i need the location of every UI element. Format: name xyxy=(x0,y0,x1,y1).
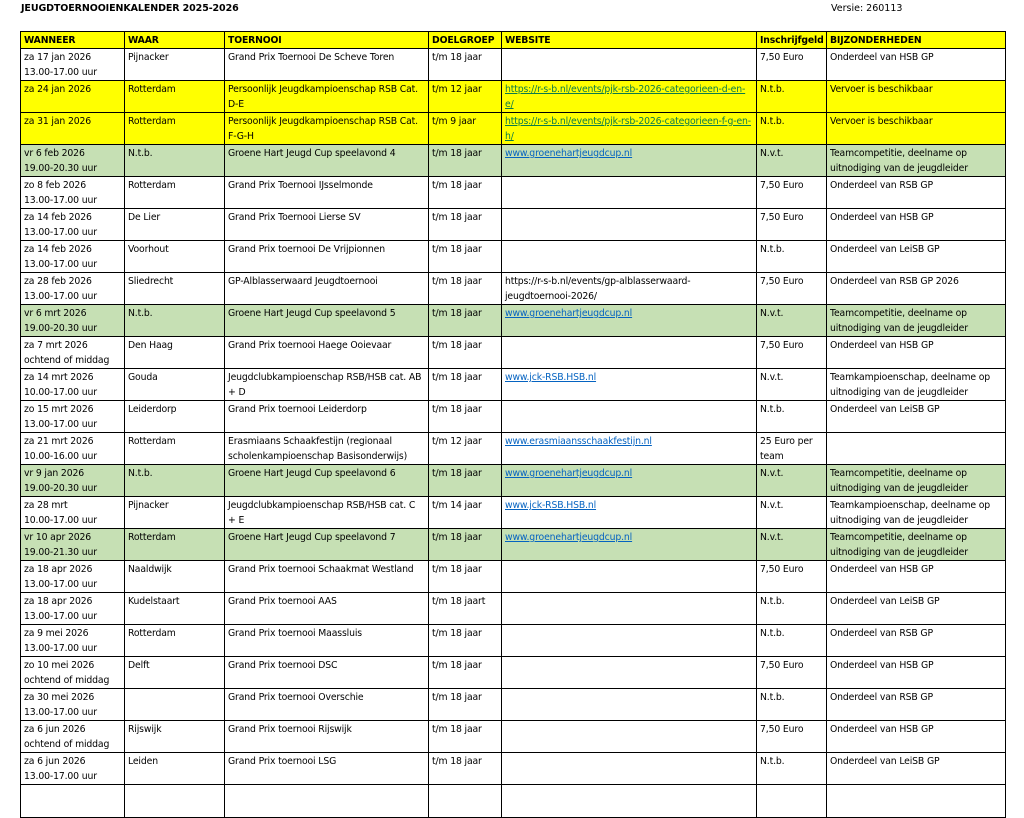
cell-wanneer[interactable] xyxy=(21,753,125,785)
cell-doelgroep[interactable]: t/m 18 jaar xyxy=(429,209,502,241)
website-link[interactable]: www.groenehartjeugdcup.nl xyxy=(505,308,633,319)
website-link[interactable]: www.groenehartjeugdcup.nl xyxy=(505,532,633,543)
cell-doelgroep[interactable]: t/m 18 jaar xyxy=(429,721,502,753)
cell-inschrijfgeld[interactable]: N.t.b. xyxy=(757,401,827,433)
cell-waar[interactable]: Den Haag xyxy=(125,337,225,369)
cell-toernooi[interactable]: Groene Hart Jeugd Cup speelavond 4 xyxy=(225,145,429,177)
time-text: 13.00-17.00 uur xyxy=(24,611,97,622)
date-text: vr 9 jan 2026 xyxy=(24,468,84,479)
cell-wanneer[interactable] xyxy=(21,689,125,721)
time-text: 13.00-17.00 uur xyxy=(24,419,97,430)
cell-toernooi[interactable]: Grand Prix toernooi Overschie xyxy=(225,689,429,721)
cell-bijzonderheden[interactable]: Onderdeel van LeiSB GP xyxy=(827,241,1006,273)
cell-wanneer[interactable] xyxy=(21,721,125,753)
cell-waar[interactable]: Leiderdorp xyxy=(125,401,225,433)
website-link[interactable]: www.groenehartjeugdcup.nl xyxy=(505,468,633,479)
cell-bijzonderheden[interactable]: Onderdeel van HSB GP xyxy=(827,49,1006,81)
cell-waar[interactable]: Pijnacker xyxy=(125,49,225,81)
cell-wanneer[interactable] xyxy=(21,561,125,593)
cell-toernooi[interactable]: Grand Prix Toernooi De Scheve Toren xyxy=(225,49,429,81)
table-row xyxy=(21,337,1006,369)
cell-toernooi[interactable]: Grand Prix toernooi AAS xyxy=(225,593,429,625)
cell-inschrijfgeld[interactable]: 7,50 Euro xyxy=(757,337,827,369)
cell-website[interactable] xyxy=(502,689,757,721)
cell-doelgroep[interactable]: t/m 18 jaar xyxy=(429,625,502,657)
date-text: za 24 jan 2026 xyxy=(24,84,92,95)
cell-inschrijfgeld[interactable]: N.t.b. xyxy=(757,81,827,113)
table-row xyxy=(21,81,1006,113)
cell-bijzonderheden[interactable] xyxy=(827,433,1006,465)
cell-toernooi[interactable]: Persoonlijk Jeugdkampioenschap RSB Cat. F-G-H xyxy=(225,113,429,145)
cell-website[interactable] xyxy=(502,113,757,145)
cell-website[interactable] xyxy=(502,81,757,113)
version-label: Versie: 260113 xyxy=(831,3,903,14)
time-text: 19.00-20.30 uur xyxy=(24,323,97,334)
time-text: 13.00-17.00 uur xyxy=(24,67,97,78)
table-row xyxy=(21,433,1006,465)
cell-doelgroep[interactable]: t/m 18 jaar xyxy=(429,241,502,273)
cell-bijzonderheden[interactable]: Onderdeel van HSB GP xyxy=(827,209,1006,241)
cell-waar[interactable]: N.t.b. xyxy=(125,465,225,497)
cell-toernooi[interactable]: Grand Prix toernooi Schaakmat Westland xyxy=(225,561,429,593)
time-text: 19.00-20.30 uur xyxy=(24,163,97,174)
cell-website[interactable] xyxy=(502,49,757,81)
cell-wanneer[interactable] xyxy=(21,625,125,657)
cell-toernooi[interactable]: Grand Prix toernooi LSG xyxy=(225,753,429,785)
cell-bijzonderheden[interactable]: Teamcompetitie, deelname op uitnodiging van de jeugdleider xyxy=(827,145,1006,177)
table-row xyxy=(21,561,1006,593)
empty-cell[interactable] xyxy=(757,785,827,818)
cell-bijzonderheden[interactable]: Onderdeel van HSB GP xyxy=(827,657,1006,689)
table-row xyxy=(21,49,1006,81)
cell-waar[interactable]: N.t.b. xyxy=(125,145,225,177)
table-row xyxy=(21,305,1006,337)
cell-toernooi[interactable]: Groene Hart Jeugd Cup speelavond 6 xyxy=(225,465,429,497)
date-text: za 31 jan 2026 xyxy=(24,116,92,127)
column-header-toernooi: TOERNOOI xyxy=(225,32,429,49)
cell-bijzonderheden[interactable]: Onderdeel van HSB GP xyxy=(827,721,1006,753)
cell-wanneer[interactable] xyxy=(21,145,125,177)
cell-inschrijfgeld[interactable]: N.v.t. xyxy=(757,465,827,497)
date-text: za 14 feb 2026 xyxy=(24,212,92,223)
cell-inschrijfgeld[interactable]: N.t.b. xyxy=(757,625,827,657)
cell-website[interactable] xyxy=(502,337,757,369)
cell-website[interactable] xyxy=(502,305,757,337)
cell-bijzonderheden[interactable]: Teamcompetitie, deelname op uitnodiging van de jeugdleider xyxy=(827,529,1006,561)
cell-waar[interactable]: Kudelstaart xyxy=(125,593,225,625)
cell-wanneer[interactable] xyxy=(21,337,125,369)
cell-bijzonderheden[interactable]: Teamkampioenschap, deelname op uitnodiging van de jeugdleider xyxy=(827,369,1006,401)
cell-waar[interactable]: Rotterdam xyxy=(125,113,225,145)
cell-inschrijfgeld[interactable]: 7,50 Euro xyxy=(757,721,827,753)
time-text: 19.00-20.30 uur xyxy=(24,483,97,494)
table-row xyxy=(21,369,1006,401)
cell-inschrijfgeld[interactable]: N.v.t. xyxy=(757,497,827,529)
empty-cell[interactable] xyxy=(827,785,1006,818)
cell-doelgroep[interactable]: t/m 18 jaar xyxy=(429,49,502,81)
table-row xyxy=(21,145,1006,177)
table-row xyxy=(21,113,1006,145)
date-text: za 17 jan 2026 xyxy=(24,52,92,63)
time-text: 13.00-17.00 uur xyxy=(24,707,97,718)
time-text: 10.00-17.00 uur xyxy=(24,515,97,526)
cell-doelgroep[interactable]: t/m 18 jaar xyxy=(429,305,502,337)
time-text: 13.00-17.00 uur xyxy=(24,643,97,654)
table-row xyxy=(21,401,1006,433)
cell-waar[interactable]: Rotterdam xyxy=(125,81,225,113)
cell-website[interactable] xyxy=(502,561,757,593)
cell-waar[interactable]: Naaldwijk xyxy=(125,561,225,593)
cell-inschrijfgeld[interactable]: N.t.b. xyxy=(757,241,827,273)
cell-waar[interactable]: Sliedrecht xyxy=(125,273,225,305)
cell-wanneer[interactable] xyxy=(21,369,125,401)
date-text: za 28 feb 2026 xyxy=(24,276,92,287)
time-text: ochtend of middag xyxy=(24,739,110,750)
cell-wanneer[interactable] xyxy=(21,273,125,305)
date-text: za 18 apr 2026 xyxy=(24,564,93,575)
cell-doelgroep[interactable]: t/m 18 jaar xyxy=(429,337,502,369)
cell-website[interactable] xyxy=(502,593,757,625)
cell-website[interactable] xyxy=(502,465,757,497)
cell-website[interactable] xyxy=(502,145,757,177)
cell-waar[interactable]: Rotterdam xyxy=(125,529,225,561)
cell-bijzonderheden[interactable]: Onderdeel van LeiSB GP xyxy=(827,401,1006,433)
column-header-inschrijfgeld: Inschrijfgeld xyxy=(757,32,827,49)
cell-inschrijfgeld[interactable]: 7,50 Euro xyxy=(757,657,827,689)
cell-website[interactable] xyxy=(502,433,757,465)
cell-toernooi[interactable]: Persoonlijk Jeugdkampioenschap RSB Cat. D-E xyxy=(225,81,429,113)
date-text: vr 6 mrt 2026 xyxy=(24,308,87,319)
time-text: 13.00-17.00 uur xyxy=(24,291,97,302)
cell-toernooi[interactable]: Groene Hart Jeugd Cup speelavond 7 xyxy=(225,529,429,561)
table-row xyxy=(21,593,1006,625)
column-header-waar: WAAR xyxy=(125,32,225,49)
date-text: zo 15 mrt 2026 xyxy=(24,404,94,415)
cell-website[interactable] xyxy=(502,273,757,305)
cell-doelgroep[interactable]: t/m 18 jaar xyxy=(429,689,502,721)
cell-bijzonderheden[interactable]: Onderdeel van HSB GP xyxy=(827,561,1006,593)
cell-toernooi[interactable]: Grand Prix toernooi DSC xyxy=(225,657,429,689)
cell-doelgroep[interactable]: t/m 18 jaar xyxy=(429,529,502,561)
empty-cell[interactable] xyxy=(225,785,429,818)
table-row xyxy=(21,753,1006,785)
table-row xyxy=(21,529,1006,561)
empty-cell[interactable] xyxy=(502,785,757,818)
cell-doelgroep[interactable]: t/m 18 jaar xyxy=(429,561,502,593)
cell-wanneer[interactable] xyxy=(21,401,125,433)
date-text: za 7 mrt 2026 xyxy=(24,340,88,351)
website-link[interactable]: www.erasmiaansschaakfestijn.nl xyxy=(505,436,652,447)
cell-inschrijfgeld[interactable]: 7,50 Euro xyxy=(757,561,827,593)
tournament-calendar-table xyxy=(20,31,1006,818)
cell-wanneer[interactable] xyxy=(21,433,125,465)
time-text: 13.00-17.00 uur xyxy=(24,579,97,590)
website-link[interactable]: www.jck-RSB.HSB.nl xyxy=(505,500,597,511)
cell-doelgroep[interactable]: t/m 18 jaar xyxy=(429,657,502,689)
cell-inschrijfgeld[interactable]: N.t.b. xyxy=(757,689,827,721)
cell-website[interactable] xyxy=(502,401,757,433)
column-header-wanneer: WANNEER xyxy=(21,32,125,49)
cell-bijzonderheden[interactable]: Onderdeel van RSB GP 2026 xyxy=(827,273,1006,305)
cell-waar[interactable]: Pijnacker xyxy=(125,497,225,529)
time-text: 19.00-21.30 uur xyxy=(24,547,97,558)
table-row xyxy=(21,241,1006,273)
website-link[interactable]: www.jck-RSB.HSB.nl xyxy=(505,372,597,383)
date-text: za 6 jun 2026 xyxy=(24,724,86,735)
cell-waar[interactable]: N.t.b. xyxy=(125,305,225,337)
time-text: 10.00-16.00 uur xyxy=(24,451,97,462)
cell-website[interactable] xyxy=(502,369,757,401)
date-text: za 18 apr 2026 xyxy=(24,596,93,607)
website-link[interactable]: www.groenehartjeugdcup.nl xyxy=(505,148,633,159)
empty-cell[interactable] xyxy=(125,785,225,818)
time-text: ochtend of middag xyxy=(24,675,110,686)
cell-waar[interactable]: Rotterdam xyxy=(125,433,225,465)
cell-inschrijfgeld[interactable]: N.t.b. xyxy=(757,753,827,785)
cell-website[interactable] xyxy=(502,753,757,785)
table-row xyxy=(21,465,1006,497)
cell-doelgroep[interactable]: t/m 9 jaar xyxy=(429,113,502,145)
time-text: 13.00-17.00 uur xyxy=(24,771,97,782)
cell-inschrijfgeld[interactable]: 7,50 Euro xyxy=(757,177,827,209)
table-row xyxy=(21,177,1006,209)
cell-inschrijfgeld[interactable]: N.v.t. xyxy=(757,369,827,401)
cell-toernooi[interactable]: Grand Prix Toernooi IJsselmonde xyxy=(225,177,429,209)
date-text: za 14 mrt 2026 xyxy=(24,372,94,383)
cell-inschrijfgeld[interactable]: N.v.t. xyxy=(757,145,827,177)
cell-toernooi[interactable]: Jeugdclubkampioenschap RSB/HSB cat. C + E xyxy=(225,497,429,529)
cell-inschrijfgeld[interactable]: 7,50 Euro xyxy=(757,209,827,241)
cell-website[interactable] xyxy=(502,209,757,241)
cell-wanneer[interactable] xyxy=(21,497,125,529)
date-text: za 21 mrt 2026 xyxy=(24,436,94,447)
cell-bijzonderheden[interactable]: Onderdeel van RSB GP xyxy=(827,625,1006,657)
date-text: za 9 mei 2026 xyxy=(24,628,89,639)
cell-website[interactable] xyxy=(502,497,757,529)
table-row xyxy=(21,657,1006,689)
cell-waar[interactable]: Leiden xyxy=(125,753,225,785)
cell-toernooi[interactable]: Groene Hart Jeugd Cup speelavond 5 xyxy=(225,305,429,337)
table-row xyxy=(21,497,1006,529)
cell-toernooi[interactable]: Grand Prix toernooi Haege Ooievaar xyxy=(225,337,429,369)
cell-wanneer[interactable] xyxy=(21,113,125,145)
cell-toernooi[interactable]: Grand Prix toernooi De Vrijpionnen xyxy=(225,241,429,273)
cell-website[interactable] xyxy=(502,177,757,209)
cell-toernooi[interactable]: Grand Prix toernooi Rijswijk xyxy=(225,721,429,753)
cell-waar[interactable]: Rijswijk xyxy=(125,721,225,753)
document-title: JEUGDTOERNOOIENKALENDER 2025-2026 xyxy=(21,3,239,14)
cell-waar[interactable]: Rotterdam xyxy=(125,625,225,657)
cell-website[interactable] xyxy=(502,657,757,689)
cell-bijzonderheden[interactable]: Teamcompetitie, deelname op uitnodiging van de jeugdleider xyxy=(827,465,1006,497)
cell-doelgroep[interactable]: t/m 18 jaar xyxy=(429,145,502,177)
table-row xyxy=(21,689,1006,721)
time-text: 13.00-17.00 uur xyxy=(24,259,97,270)
cell-toernooi[interactable]: Grand Prix toernooi Maassluis xyxy=(225,625,429,657)
cell-waar[interactable] xyxy=(125,689,225,721)
cell-doelgroep[interactable]: t/m 14 jaar xyxy=(429,497,502,529)
time-text: 13.00-17.00 uur xyxy=(24,227,97,238)
cell-wanneer[interactable] xyxy=(21,529,125,561)
column-header-website: WEBSITE xyxy=(502,32,757,49)
cell-inschrijfgeld[interactable]: N.v.t. xyxy=(757,305,827,337)
cell-waar[interactable]: Rotterdam xyxy=(125,177,225,209)
cell-bijzonderheden[interactable]: Vervoer is beschikbaar xyxy=(827,113,1006,145)
cell-toernooi[interactable]: Grand Prix Toernooi Lierse SV xyxy=(225,209,429,241)
cell-wanneer[interactable] xyxy=(21,209,125,241)
cell-bijzonderheden[interactable]: Onderdeel van LeiSB GP xyxy=(827,753,1006,785)
cell-wanneer[interactable] xyxy=(21,305,125,337)
time-text: ochtend of middag xyxy=(24,355,110,366)
table-row xyxy=(21,721,1006,753)
time-text: 10.00-17.00 uur xyxy=(24,387,97,398)
date-text: za 30 mei 2026 xyxy=(24,692,95,703)
cell-bijzonderheden[interactable]: Teamkampioenschap, deelname op uitnodiging van de jeugdleider xyxy=(827,497,1006,529)
cell-bijzonderheden[interactable]: Onderdeel van LeiSB GP xyxy=(827,593,1006,625)
cell-bijzonderheden[interactable]: Onderdeel van RSB GP xyxy=(827,177,1006,209)
cell-doelgroep[interactable]: t/m 18 jaar xyxy=(429,273,502,305)
cell-website[interactable] xyxy=(502,241,757,273)
table-body xyxy=(21,49,1006,818)
website-link[interactable]: https://r-s-b.nl/events/gp-alblasserwaard-jeugdtoernooi-2026/ xyxy=(505,276,691,302)
cell-doelgroep[interactable]: t/m 18 jaar xyxy=(429,369,502,401)
cell-inschrijfgeld[interactable]: 25 Euro per team xyxy=(757,433,827,465)
cell-toernooi[interactable]: Erasmiaans Schaakfestijn (regionaal scholenkampioenschap Basisonderwijs) xyxy=(225,433,429,465)
date-text: zo 8 feb 2026 xyxy=(24,180,86,191)
cell-doelgroep[interactable]: t/m 12 jaar xyxy=(429,81,502,113)
cell-wanneer[interactable] xyxy=(21,657,125,689)
table-row xyxy=(21,209,1006,241)
cell-website[interactable] xyxy=(502,721,757,753)
cell-inschrijfgeld[interactable]: N.t.b. xyxy=(757,593,827,625)
cell-website[interactable] xyxy=(502,625,757,657)
cell-waar[interactable]: De Lier xyxy=(125,209,225,241)
cell-website[interactable] xyxy=(502,529,757,561)
cell-toernooi[interactable]: Grand Prix toernooi Leiderdorp xyxy=(225,401,429,433)
cell-doelgroep[interactable]: t/m 12 jaar xyxy=(429,433,502,465)
date-text: vr 10 apr 2026 xyxy=(24,532,92,543)
date-text: za 6 jun 2026 xyxy=(24,756,86,767)
column-header-doelgroep: DOELGROEP xyxy=(429,32,502,49)
website-link[interactable]: https://r-s-b.nl/events/pjk-rsb-2026-categorieen-d-en-e/ xyxy=(505,84,746,110)
cell-waar[interactable]: Gouda xyxy=(125,369,225,401)
cell-wanneer[interactable] xyxy=(21,593,125,625)
cell-wanneer[interactable] xyxy=(21,241,125,273)
column-header-bijzonderheden: BIJZONDERHEDEN xyxy=(827,32,1006,49)
cell-bijzonderheden[interactable]: Onderdeel van RSB GP xyxy=(827,689,1006,721)
table-row xyxy=(21,625,1006,657)
cell-doelgroep[interactable]: t/m 18 jaar xyxy=(429,177,502,209)
empty-row xyxy=(21,785,1006,818)
date-text: vr 6 feb 2026 xyxy=(24,148,85,159)
cell-toernooi[interactable]: Jeugdclubkampioenschap RSB/HSB cat. AB + D xyxy=(225,369,429,401)
empty-cell[interactable] xyxy=(429,785,502,818)
cell-waar[interactable]: Delft xyxy=(125,657,225,689)
date-text: za 14 feb 2026 xyxy=(24,244,92,255)
time-text: 13.00-17.00 uur xyxy=(24,195,97,206)
cell-wanneer[interactable] xyxy=(21,465,125,497)
empty-cell[interactable] xyxy=(21,785,125,818)
header-row xyxy=(21,32,1006,49)
cell-inschrijfgeld[interactable]: N.t.b. xyxy=(757,113,827,145)
website-link[interactable]: https://r-s-b.nl/events/pjk-rsb-2026-categorieen-f-g-en-h/ xyxy=(505,116,751,142)
cell-inschrijfgeld[interactable]: N.v.t. xyxy=(757,529,827,561)
date-text: zo 10 mei 2026 xyxy=(24,660,95,671)
cell-doelgroep[interactable]: t/m 18 jaar xyxy=(429,401,502,433)
cell-doelgroep[interactable]: t/m 18 jaart xyxy=(429,593,502,625)
cell-bijzonderheden[interactable]: Teamcompetitie, deelname op uitnodiging van de jeugdleider xyxy=(827,305,1006,337)
cell-toernooi[interactable]: GP-Alblasserwaard Jeugdtoernooi xyxy=(225,273,429,305)
cell-bijzonderheden[interactable]: Onderdeel van HSB GP xyxy=(827,337,1006,369)
cell-doelgroep[interactable]: t/m 18 jaar xyxy=(429,753,502,785)
cell-inschrijfgeld[interactable]: 7,50 Euro xyxy=(757,49,827,81)
cell-wanneer[interactable] xyxy=(21,177,125,209)
cell-waar[interactable]: Voorhout xyxy=(125,241,225,273)
cell-wanneer[interactable] xyxy=(21,81,125,113)
cell-inschrijfgeld[interactable]: 7,50 Euro xyxy=(757,273,827,305)
date-text: za 28 mrt xyxy=(24,500,68,511)
cell-bijzonderheden[interactable]: Vervoer is beschikbaar xyxy=(827,81,1006,113)
cell-wanneer[interactable] xyxy=(21,49,125,81)
table-row xyxy=(21,273,1006,305)
cell-doelgroep[interactable]: t/m 18 jaar xyxy=(429,465,502,497)
